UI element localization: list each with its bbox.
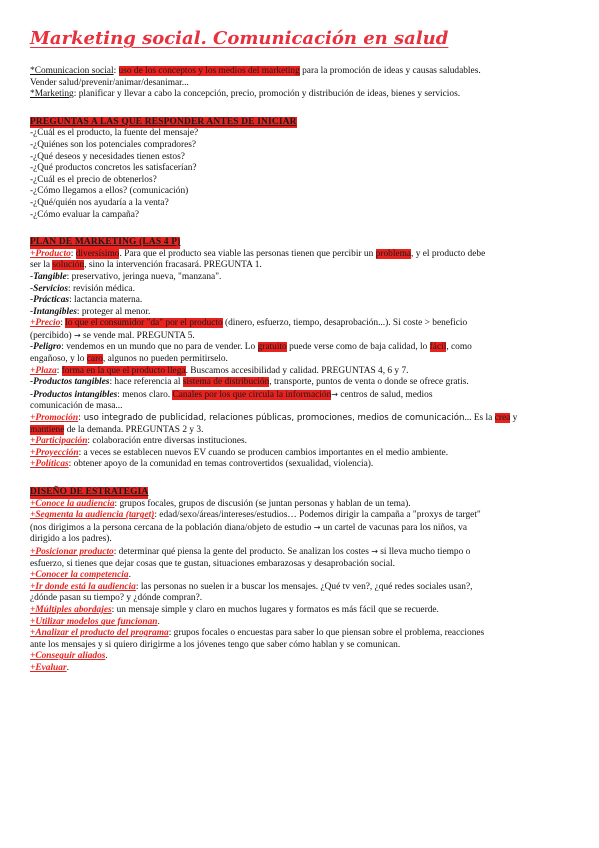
- text: centros de salud, medios: [337, 389, 433, 400]
- label: +Analizar el producto del programa: [30, 628, 169, 639]
- text: , como: [446, 342, 472, 353]
- label: +Conoce la audiencia: [30, 498, 115, 509]
- label: +Plaza: [30, 365, 57, 376]
- text: : edad/sexo/áreas/intereses/estudios… Podemos dirigir la campaña a "proxys de target": [154, 510, 481, 521]
- label: -Productos tangibles: [30, 377, 110, 388]
- highlight: mantiene: [30, 424, 65, 435]
- text: , algunos no pueden permitirselo.: [102, 354, 228, 365]
- item-peligro-cont: [30, 354, 575, 366]
- item-plaza: [30, 366, 575, 378]
- label: +Políticas: [30, 459, 69, 470]
- label: -Intangibles: [30, 306, 77, 317]
- separator: :: [60, 318, 66, 329]
- label: +Promoción: [30, 413, 79, 424]
- separator: :: [56, 365, 62, 376]
- highlight: lo que el consumidor "da" por el producto: [65, 318, 223, 329]
- text: : revisión médica.: [68, 283, 135, 294]
- item-utilizar-modelos: [30, 617, 575, 629]
- list-item: -¿Cómo llegamos a ellos? (comunicación): [30, 186, 189, 197]
- text: .: [105, 651, 108, 662]
- label: -Prácticas: [30, 295, 70, 306]
- text: ... Es la: [464, 413, 495, 424]
- label: +Posicionar producto: [30, 546, 114, 557]
- item-promocion: [30, 413, 575, 425]
- text: .: [157, 616, 160, 627]
- text: : planificar y llevar a cabo la concepción, precio, promoción y distribución de ideas, bienes y servicios.: [73, 89, 461, 100]
- section-heading-plan: PLAN DE MARKETING (LAS 4 P): [30, 237, 181, 248]
- list-item: -¿Cuál es el precio de obtenerlos?: [30, 174, 157, 185]
- item-ir-audiencia-cont: ¿dónde pasan su tiempo? y ¿dónde compran?.: [30, 593, 203, 604]
- list-item: -¿Cómo evaluar la campaña?: [30, 209, 140, 220]
- def-marketing: [30, 89, 575, 101]
- text: , sino la intervención fracasará. PREGUNTA 1.: [84, 260, 262, 271]
- plan-section: [30, 229, 575, 471]
- text: : a veces se establecen nuevos EV cuando se producen cambios importantes en el medio ambiente.: [78, 447, 449, 458]
- list-item: -¿Cuál es el producto, la fuente del mensaje?: [30, 128, 199, 139]
- label: +Utilizar modelos que funcionan: [30, 616, 158, 627]
- item-segmenta-cont: dirigido a los padres).: [30, 534, 112, 545]
- text: puede verse como de baja calidad, lo: [286, 342, 430, 353]
- item-servicios: [30, 284, 575, 296]
- item-conocer-competencia: [30, 570, 575, 582]
- text: un cartel de vacunas para los niños, va: [320, 522, 468, 533]
- list-item: -¿Qué deseos y necesidades tienen estos?: [30, 151, 185, 162]
- item-productos-intangibles: [30, 389, 575, 402]
- item-evaluar: [30, 663, 575, 675]
- item-productos-intangibles-cont: comunicación de masa...: [30, 401, 123, 412]
- text: , transporte, puntos de venta o donde se ofrece gratis.: [269, 377, 469, 388]
- highlight: sistema de distribución: [182, 377, 270, 388]
- text: .: [128, 570, 131, 581]
- arrow-icon: →: [371, 546, 378, 556]
- highlight: diversísimo: [75, 248, 120, 259]
- label: +Producto: [30, 248, 71, 259]
- label: +Ir donde está la audiencia: [30, 581, 136, 592]
- preguntas-section: [30, 109, 575, 221]
- item-intangibles: [30, 307, 575, 319]
- label: +Proyección: [30, 447, 79, 458]
- text: : grupos focales, grupos de discusión (se juntan personas y hablan de un tema).: [114, 498, 411, 509]
- highlight: crea: [494, 413, 511, 424]
- label: +Conseguir aliados: [30, 651, 106, 662]
- text: : colaboración entre diversas instituciones.: [87, 436, 248, 447]
- item-analizar-cont: ante los mensajes y si quiero dirigirme a los jóvenes tengo que saber cómo hablan y se comunican.: [30, 639, 401, 650]
- item-promocion-cont: [30, 425, 575, 437]
- text: : hace referencia al: [109, 377, 183, 388]
- highlight: fácil: [429, 342, 447, 353]
- term-label: *Marketing: [30, 89, 74, 100]
- label: -Tangible: [30, 271, 67, 282]
- highlight: gratuito: [257, 342, 287, 353]
- intro-block: [30, 66, 575, 101]
- highlight: caro: [86, 354, 103, 365]
- text: ser la: [30, 260, 53, 271]
- label: -Servicios: [30, 283, 69, 294]
- text: y: [510, 413, 518, 424]
- label: +Participación: [30, 436, 88, 447]
- section-heading-preguntas: PREGUNTAS A LAS QUE RESPONDER ANTES DE INICIAR: [30, 116, 297, 127]
- label: -Peligro: [30, 342, 62, 353]
- item-producto-cont: [30, 260, 575, 272]
- text: .: [66, 662, 69, 673]
- term-label: *Comunicacion social: [30, 66, 114, 76]
- text: : menos claro.: [117, 389, 173, 400]
- item-analizar-producto: [30, 628, 575, 640]
- text: : uso integrado de publicidad, relaciones públicas, promociones, medios de comunicación: [78, 413, 465, 424]
- text: (percibido): [30, 330, 74, 341]
- list-item: -¿Quiénes son los potenciales compradores?: [30, 139, 197, 150]
- text: si lleva mucho tiempo o: [377, 546, 471, 557]
- item-practicas: [30, 295, 575, 307]
- item-proyeccion: [30, 448, 575, 460]
- text: : vendemos en un mundo que no para de vender. Lo: [61, 342, 258, 353]
- arrow-icon: →: [313, 522, 321, 532]
- text: : grupos focales o encuestas para saber lo que piensan sobre el problema, reacciones: [168, 628, 485, 639]
- text: : preservativo, jeringa nueva, "manzana".: [66, 271, 222, 282]
- separator: :: [70, 248, 76, 259]
- item-peligro: [30, 342, 575, 354]
- page-title: Marketing social. Comunicación en salud: [30, 28, 449, 49]
- text: (dinero, esfuerzo, tiempo, desaprobación...). Si coste > beneficio: [222, 318, 468, 329]
- text: , y el producto debe: [411, 248, 486, 259]
- item-producto: [30, 249, 575, 261]
- arrow-icon: →: [74, 330, 81, 340]
- separator: :: [113, 66, 119, 76]
- item-conoce-audiencia: [30, 499, 575, 511]
- highlight: solución: [52, 260, 85, 271]
- section-heading-diseno: DISEÑO DE ESTRATEGIA: [30, 487, 149, 497]
- text: de la demanda. PREGUNTAS 2 y 3.: [64, 424, 204, 435]
- text: : proteger al menor.: [76, 306, 151, 317]
- text: : las personas no suelen ir a buscar los mensajes. ¿Qué tv ven?, ¿qué redes sociales usan?,: [135, 581, 473, 592]
- label: +Evaluar: [30, 662, 67, 673]
- text: : obtener apoyo de la comunidad en temas controvertidos (sexualidad, violencia).: [68, 459, 374, 470]
- label: +Segmenta la audiencia (target): [30, 510, 155, 521]
- item-participacion: [30, 436, 575, 448]
- item-productos-tangibles: [30, 377, 575, 389]
- item-ir-audiencia: [30, 582, 575, 594]
- text: . Para que el producto sea viable las personas tienen que percibir un: [119, 248, 376, 259]
- highlight: problema: [375, 248, 412, 259]
- highlight: uso de los conceptos y los medios del marketing: [118, 66, 300, 76]
- label: -Productos intangibles: [30, 389, 118, 400]
- def-line: Vender salud/prevenir/animar/desanimar...: [30, 77, 189, 88]
- label: +Múltiples abordajes: [30, 604, 112, 615]
- text: se vende mal. PREGUNTA 5.: [80, 330, 195, 341]
- list-item: -¿Qué/quién nos ayudaría a la venta?: [30, 197, 169, 208]
- item-multiples-abordajes: [30, 605, 575, 617]
- arrow-icon: →: [331, 389, 338, 399]
- highlight: Canales por los que circula la información: [172, 389, 332, 400]
- list-item: -¿Qué productos concretos les satisfacerían?: [30, 163, 197, 174]
- highlight: forma en la que el producto llega: [61, 365, 186, 376]
- text: para la promoción de ideas y causas saludables.: [299, 66, 481, 76]
- item-precio: [30, 318, 575, 330]
- item-segmenta-cont: [30, 522, 575, 535]
- item-tangible: [30, 272, 575, 284]
- item-posicionar-cont: esfuerzo, si tienes que dejar cosas que te gustan, situaciones embarazosas y desaprobación social.: [30, 558, 395, 569]
- label: +Precio: [30, 318, 61, 329]
- item-precio-cont: [30, 330, 575, 343]
- document-page: [30, 28, 575, 675]
- text: engañoso, y lo: [30, 354, 87, 365]
- text: (nos dirigimos a la persona cercana de la población diana/objeto de estudio: [30, 522, 314, 533]
- item-segmenta-audiencia: [30, 510, 575, 522]
- text: . Buscamos accesibilidad y calidad. PREGUNTAS 4, 6 y 7.: [185, 365, 409, 376]
- item-conseguir-aliados: [30, 651, 575, 663]
- text: : determinar qué piensa la gente del producto. Se analizan los costes: [113, 546, 372, 557]
- text: : lactancia materna.: [69, 295, 143, 306]
- text: : un mensaje simple y claro en muchos lugares y formatos es más fácil que se recuerde.: [111, 604, 439, 615]
- item-politicas: [30, 459, 575, 471]
- def-comunicacion-social: [30, 66, 575, 78]
- diseno-section: [30, 479, 575, 675]
- item-posicionar-producto: [30, 546, 575, 559]
- label: +Conocer la competencia: [30, 570, 129, 581]
